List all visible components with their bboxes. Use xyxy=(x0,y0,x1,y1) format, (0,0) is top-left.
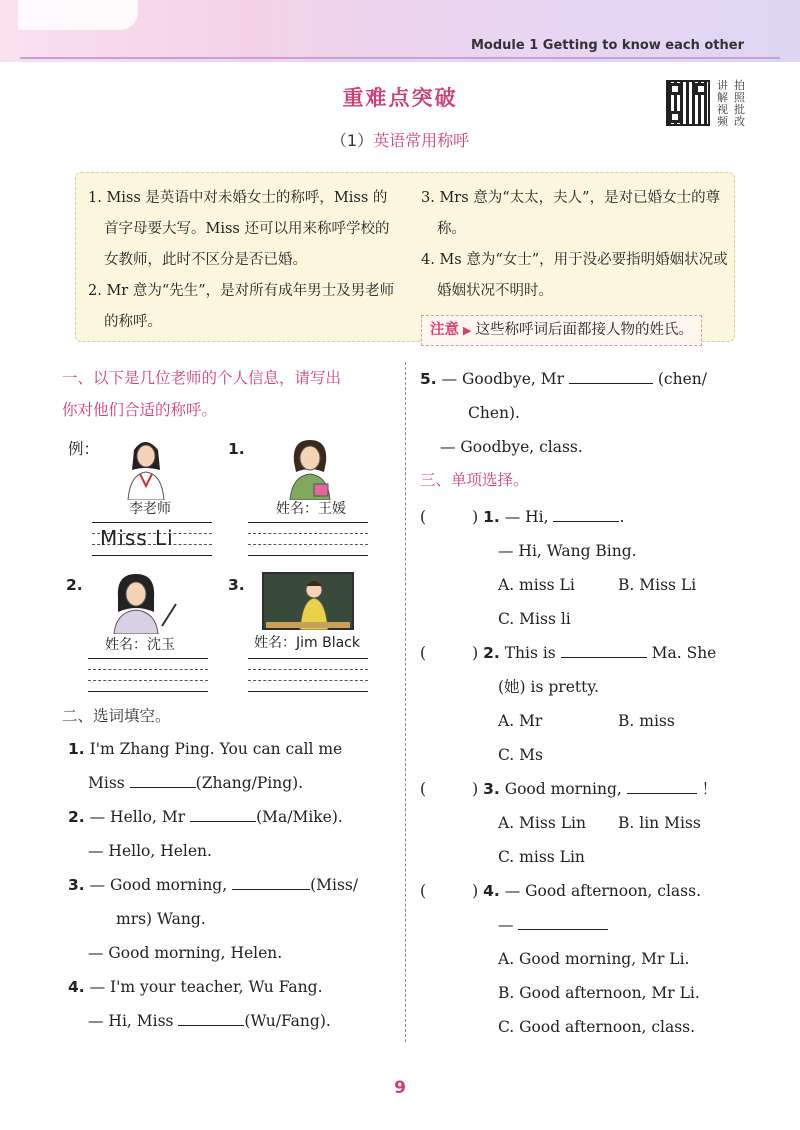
s2-q4-line2: — Hi, Miss (Wu/Fang). xyxy=(88,1004,331,1038)
s2-q5-line2: Chen). xyxy=(468,404,520,422)
page-number: 9 xyxy=(394,1078,406,1098)
fill-blank[interactable] xyxy=(561,640,647,658)
header-tab-decoration xyxy=(18,0,138,30)
item-caption: 姓名：Jim Black xyxy=(254,635,360,651)
note-item: 1. Miss 是英语中对未婚女士的称呼，Miss 的首字母要大写。Miss 还可以用来称呼学校的女教师，此时不区分是否已婚。 xyxy=(88,190,390,268)
s3-q4-stem: ( ) 4. — Good afternoon, class. xyxy=(420,882,701,900)
teacher-jim-picture xyxy=(262,572,354,630)
s3-q3-stem: ( ) 3. Good morning, ！ xyxy=(420,772,717,806)
s3-q4-option-c[interactable]: C. Good afternoon, class. xyxy=(498,1018,696,1036)
attention-note xyxy=(421,315,702,346)
s3-q3-option-a[interactable]: A. Miss Lin xyxy=(498,814,586,832)
answer-lines[interactable] xyxy=(88,658,208,692)
s3-q1-option-c[interactable]: C. Miss li xyxy=(498,610,571,628)
fill-blank[interactable] xyxy=(130,770,196,788)
teacher-shen-picture xyxy=(110,572,180,634)
column-divider xyxy=(405,362,406,1042)
answer-lines[interactable] xyxy=(248,658,368,692)
fill-blank[interactable] xyxy=(553,504,619,522)
fill-blank[interactable] xyxy=(627,776,697,794)
s3-q2-option-b[interactable]: B. miss xyxy=(618,712,675,730)
attention-text: 这些称呼词后面都接人物的姓氏。 xyxy=(475,322,693,338)
s3-q4-reply: — xyxy=(498,908,608,942)
example-answer-lines xyxy=(92,522,212,556)
s2-q1-line1: 1. I'm Zhang Ping. You can call me xyxy=(68,740,343,758)
s3-q1-reply: — Hi, Wang Bing. xyxy=(498,542,637,560)
teacher-wang-picture xyxy=(284,438,336,500)
s2-q2-line2: — Hello, Helen. xyxy=(88,842,212,860)
note-item: 4. Ms 意为“女士”，用于没必要指明婚姻状况或婚姻状况不明时。 xyxy=(421,252,728,299)
attention-label: 注意 xyxy=(430,322,459,338)
s2-q3-line2: mrs) Wang. xyxy=(116,910,206,928)
notes-right-column xyxy=(421,183,731,346)
module-title: Module 1 Getting to know each other xyxy=(471,38,744,53)
qr-labels: 讲 拍 解 照 视 批 频 改 xyxy=(717,79,745,128)
s3-q3-option-c[interactable]: C. miss Lin xyxy=(498,848,585,866)
s3-q2-option-a[interactable]: A. Mr xyxy=(498,712,543,730)
item-caption: 姓名：沈玉 xyxy=(105,637,175,653)
answer-lines[interactable] xyxy=(248,522,368,556)
s2-q1-line2: Miss (Zhang/Ping). xyxy=(88,766,303,800)
s3-q4-option-b[interactable]: B. Good afternoon, Mr Li. xyxy=(498,984,700,1002)
item-caption: 姓名：王媛 xyxy=(276,501,346,517)
item-number: 2. xyxy=(66,576,83,594)
item-number: 3. xyxy=(228,576,245,594)
s3-q1-option-a[interactable]: A. miss Li xyxy=(498,576,575,594)
teacher-li-picture xyxy=(120,436,170,500)
note-item: 2. Mr 意为“先生”，是对所有成年男士及男老师的称呼。 xyxy=(88,283,395,330)
notes-left-column xyxy=(88,183,398,338)
fill-blank[interactable] xyxy=(518,912,608,930)
knowledge-notes-box xyxy=(75,172,735,342)
section1-title: 一、以下是几位老师的个人信息，请写出 你对他们合适的称呼。 xyxy=(62,369,342,419)
header-rule xyxy=(20,57,780,59)
fill-blank[interactable] xyxy=(232,872,310,890)
subtitle-number: （1） xyxy=(330,131,374,150)
page-title: 重难点突破 xyxy=(342,86,458,110)
s3-q4-option-a[interactable]: A. Good morning, Mr Li. xyxy=(498,950,690,968)
s3-q2-option-c[interactable]: C. Ms xyxy=(498,746,543,764)
s2-q2-line1: 2. — Hello, Mr (Ma/Mike). xyxy=(68,800,343,834)
example-answer: Miss Li xyxy=(100,526,174,550)
fill-blank[interactable] xyxy=(190,804,256,822)
qr-code-icon[interactable] xyxy=(666,80,710,126)
section2-title: 二、选词填空。 xyxy=(62,707,171,725)
example-caption: 李老师 xyxy=(129,501,171,517)
play-arrow-icon: ▶ xyxy=(463,324,472,337)
s2-q3-line3: — Good morning, Helen. xyxy=(88,944,283,962)
s3-q2-stem: ( ) 2. This is Ma. She xyxy=(420,636,716,670)
s3-q2-stem2: (她) is pretty. xyxy=(498,678,599,696)
s2-q4-line1: 4. — I'm your teacher, Wu Fang. xyxy=(68,978,323,996)
subtitle-text: 英语常用称呼 xyxy=(373,131,470,150)
page-subtitle xyxy=(0,128,800,151)
s2-q3-line1: 3. — Good morning, (Miss/ xyxy=(68,868,358,902)
s2-q5-line1: 5. — Goodbye, Mr (chen/ xyxy=(420,362,707,396)
fill-blank[interactable] xyxy=(178,1008,244,1026)
note-item: 3. Mrs 意为“太太，夫人”，是对已婚女士的尊称。 xyxy=(421,190,721,237)
s3-q1-option-b[interactable]: B. Miss Li xyxy=(618,576,697,594)
section3-title: 三、单项选择。 xyxy=(420,471,529,489)
s3-q3-option-b[interactable]: B. lin Miss xyxy=(618,814,701,832)
s3-q1-stem: ( ) 1. — Hi, . xyxy=(420,500,624,534)
fill-blank[interactable] xyxy=(569,366,653,384)
item-number: 1. xyxy=(228,440,245,458)
s2-q5-line3: — Goodbye, class. xyxy=(440,438,583,456)
example-label: 例： xyxy=(68,440,100,458)
